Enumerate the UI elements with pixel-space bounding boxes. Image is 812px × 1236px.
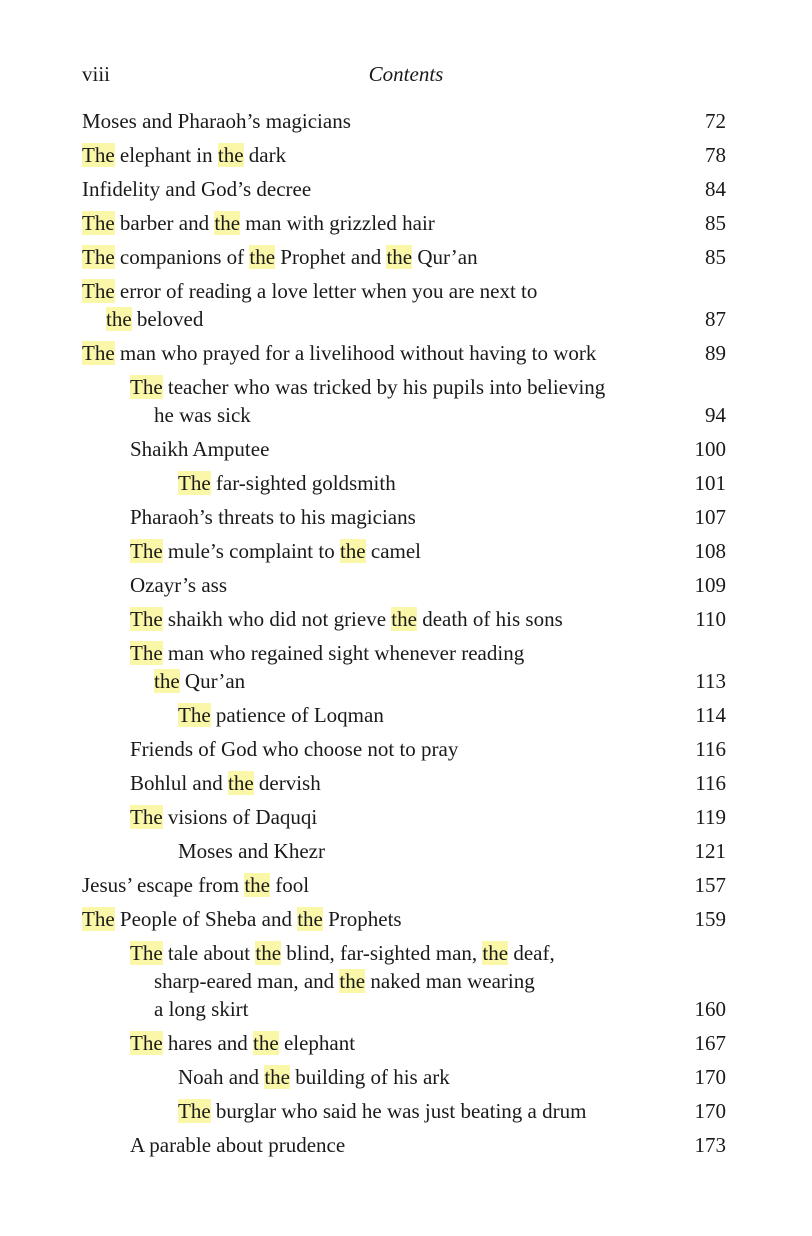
toc-page-number: 173 <box>694 1133 726 1157</box>
toc-entry <box>0 602 812 636</box>
title-text: shaikh who did not grieve <box>162 607 392 631</box>
toc-entry-title <box>178 837 758 865</box>
toc-entry <box>0 500 812 534</box>
toc-entry-line <box>130 373 710 401</box>
highlighted-word: The <box>130 1031 163 1055</box>
toc-entry-title <box>82 871 662 899</box>
toc-entry <box>0 698 812 732</box>
title-text: elephant <box>278 1031 356 1055</box>
toc-entry-continuation-line <box>130 667 710 695</box>
toc-page-number: 85 <box>705 211 726 235</box>
toc-entry <box>0 432 812 466</box>
toc-page-number: 85 <box>705 245 726 269</box>
highlighted-word: the <box>228 771 254 795</box>
toc-entry-line <box>82 209 662 237</box>
title-text: Qur’an <box>412 245 478 269</box>
toc-entry-line <box>130 1131 710 1159</box>
toc-entry-line <box>130 503 710 531</box>
toc-entry-title <box>178 469 758 497</box>
toc-entry-continuation-line <box>82 305 662 333</box>
title-text: A parable about prudence <box>130 1133 346 1157</box>
toc-page-number: 170 <box>694 1065 726 1089</box>
highlighted-word: The <box>82 245 115 269</box>
toc-entry-continuation-line <box>130 967 710 995</box>
toc-entry-title <box>130 503 710 531</box>
highlighted-word: The <box>178 1099 211 1123</box>
title-text: man with grizzled hair <box>240 211 435 235</box>
title-text: Ozayr’s ass <box>130 573 228 597</box>
toc-entry-line <box>82 277 662 305</box>
highlighted-word: The <box>130 641 163 665</box>
toc-page-number: 119 <box>695 805 726 829</box>
title-text: camel <box>365 539 422 563</box>
toc-entry-title <box>82 209 662 237</box>
toc-entry <box>0 534 812 568</box>
title-text: barber and <box>114 211 215 235</box>
title-text: dervish <box>253 771 321 795</box>
highlighted-word: The <box>82 211 115 235</box>
toc-entry <box>0 868 812 902</box>
title-text: man who regained sight whenever reading <box>162 641 525 665</box>
toc-entry <box>0 1060 812 1094</box>
toc-entry-title <box>178 701 758 729</box>
toc-page-number: 101 <box>694 471 726 495</box>
highlighted-word: the <box>106 307 132 331</box>
toc-entry-title <box>130 1029 710 1057</box>
toc-entry <box>0 138 812 172</box>
toc-entry-line <box>130 939 710 967</box>
title-text: error of reading a love letter when you are next to <box>114 279 538 303</box>
toc-entry-title <box>130 373 710 429</box>
highlighted-word: the <box>391 607 417 631</box>
toc-page-number: 87 <box>705 307 726 331</box>
title-text: Bohlul and <box>130 771 228 795</box>
toc-entry-title <box>82 339 662 367</box>
toc-entry <box>0 1026 812 1060</box>
toc-page-number: 107 <box>694 505 726 529</box>
toc-entry-line <box>130 769 710 797</box>
toc-entry-title <box>130 639 710 695</box>
toc-entry <box>0 172 812 206</box>
toc-entry-line <box>82 243 662 271</box>
title-text: Qur’an <box>179 669 246 693</box>
highlighted-word: the <box>255 941 282 965</box>
toc-entry-title <box>130 1131 710 1159</box>
toc-entry-title <box>130 939 710 1023</box>
toc-entry-title <box>178 1097 758 1125</box>
highlighted-word: the <box>253 1031 279 1055</box>
page-folio: viii <box>82 62 111 86</box>
toc-page-number: 100 <box>694 437 726 461</box>
toc-entry-title <box>130 537 710 565</box>
title-text: he was sick <box>154 403 251 427</box>
highlighted-word: The <box>130 941 163 965</box>
toc-page-number: 170 <box>694 1099 726 1123</box>
toc-page-number: 116 <box>695 771 726 795</box>
title-text: fool <box>269 873 310 897</box>
highlighted-word: the <box>339 539 366 563</box>
toc-entry-title <box>82 243 662 271</box>
highlighted-word: the <box>217 143 244 167</box>
toc-page-number: 160 <box>694 997 726 1021</box>
toc-entry <box>0 1128 812 1162</box>
toc-entry <box>0 766 812 800</box>
highlighted-word: The <box>82 279 115 303</box>
highlighted-word: The <box>82 907 115 931</box>
toc-page-number: 114 <box>695 703 726 727</box>
toc-entry-line <box>82 141 662 169</box>
toc-entry-line <box>130 605 710 633</box>
toc-entry-line <box>130 1029 710 1057</box>
highlighted-word: the <box>154 669 180 693</box>
title-text: naked man wearing <box>365 969 535 993</box>
toc-entry-line <box>130 803 710 831</box>
title-text: burglar who said he was just beating a drum <box>210 1099 587 1123</box>
title-text: man who prayed for a livelihood without having to work <box>114 341 597 365</box>
toc-entry <box>0 370 812 432</box>
toc-entry <box>0 834 812 868</box>
title-text: Infidelity and God’s decree <box>82 177 312 201</box>
toc-entry <box>0 636 812 698</box>
toc-entry <box>0 336 812 370</box>
toc-entry-title <box>130 803 710 831</box>
toc-entry-line <box>130 435 710 463</box>
title-text: Friends of God who choose not to pray <box>130 737 459 761</box>
highlighted-word: the <box>297 907 323 931</box>
toc-entry <box>0 466 812 500</box>
highlighted-word: The <box>130 805 163 829</box>
title-text: Prophet and <box>275 245 387 269</box>
toc-page-number: 167 <box>694 1031 726 1055</box>
title-text: beloved <box>131 307 204 331</box>
toc-entry <box>0 206 812 240</box>
title-text: Jesus’ escape from <box>82 873 245 897</box>
title-text: companions of <box>114 245 250 269</box>
highlighted-word: The <box>130 607 163 631</box>
title-text: elephant in <box>114 143 218 167</box>
toc-page-number: 110 <box>695 607 726 631</box>
toc-page-number: 108 <box>694 539 726 563</box>
toc-entry-line <box>82 107 662 135</box>
toc-entry-title <box>130 735 710 763</box>
highlighted-word: the <box>214 211 241 235</box>
toc-entry-line <box>82 905 662 933</box>
toc-entry-line <box>82 175 662 203</box>
toc-entry-title <box>82 175 662 203</box>
title-text: Moses and Khezr <box>178 839 325 863</box>
title-text: building of his ark <box>289 1065 450 1089</box>
highlighted-word: The <box>130 539 163 563</box>
toc-entry <box>0 732 812 766</box>
title-text: teacher who was tricked by his pupils into believing <box>162 375 606 399</box>
title-text: patience of Loqman <box>210 703 384 727</box>
toc-page-number: 84 <box>705 177 726 201</box>
highlighted-word: the <box>339 969 366 993</box>
toc-entry <box>0 800 812 834</box>
title-text: death of his sons <box>416 607 563 631</box>
toc-entry-continuation-line <box>130 401 710 429</box>
toc-entry-line <box>178 1097 758 1125</box>
toc-page-number: 121 <box>694 839 726 863</box>
highlighted-word: the <box>244 873 270 897</box>
toc-entry-continuation-line <box>130 995 710 1023</box>
toc-entry-line <box>130 639 710 667</box>
toc-entry-line <box>178 1063 758 1091</box>
title-text: tale about <box>162 941 256 965</box>
toc-entry-line <box>130 571 710 599</box>
toc-entry-line <box>178 701 758 729</box>
title-text: hares and <box>162 1031 254 1055</box>
toc-entry-title <box>82 905 662 933</box>
toc-entry-title <box>130 769 710 797</box>
toc-entry-title <box>130 435 710 463</box>
toc-page-number: 78 <box>705 143 726 167</box>
toc-page-number: 72 <box>705 109 726 133</box>
highlighted-word: the <box>264 1065 290 1089</box>
toc-entry-line <box>82 339 662 367</box>
toc-page-number: 157 <box>694 873 726 897</box>
highlighted-word: the <box>386 245 413 269</box>
title-text: People of Sheba and <box>114 907 298 931</box>
toc-page-number: 109 <box>694 573 726 597</box>
toc-entry <box>0 240 812 274</box>
title-text: blind, far-sighted man, <box>281 941 483 965</box>
toc-entry-title <box>82 107 662 135</box>
title-text: far-sighted goldsmith <box>210 471 396 495</box>
highlighted-word: the <box>249 245 276 269</box>
toc-entry <box>0 104 812 138</box>
title-text: mule’s complaint to <box>162 539 340 563</box>
toc-page-number: 94 <box>705 403 726 427</box>
table-of-contents <box>0 104 812 1162</box>
toc-entry <box>0 568 812 602</box>
title-text: sharp-eared man, and <box>154 969 340 993</box>
toc-entry <box>0 936 812 1026</box>
title-text: deaf, <box>508 941 555 965</box>
title-text: Pharaoh’s threats to his magicians <box>130 505 416 529</box>
toc-page-number: 89 <box>705 341 726 365</box>
highlighted-word: the <box>482 941 509 965</box>
highlighted-word: The <box>178 471 211 495</box>
toc-entry-title <box>82 141 662 169</box>
highlighted-word: The <box>82 341 115 365</box>
toc-entry-title <box>130 605 710 633</box>
title-text: a long skirt <box>154 997 249 1021</box>
toc-entry-title <box>130 571 710 599</box>
title-text: dark <box>243 143 287 167</box>
highlighted-word: The <box>130 375 163 399</box>
running-head: Contents <box>368 62 444 86</box>
toc-entry-title <box>82 277 662 333</box>
toc-entry-line <box>82 871 662 899</box>
toc-page-number: 159 <box>694 907 726 931</box>
toc-entry-title <box>178 1063 758 1091</box>
toc-entry-line <box>130 537 710 565</box>
toc-entry-line <box>178 469 758 497</box>
title-text: Prophets <box>322 907 402 931</box>
highlighted-word: The <box>82 143 115 167</box>
toc-entry <box>0 274 812 336</box>
title-text: Moses and Pharaoh’s magicians <box>82 109 351 133</box>
title-text: Shaikh Amputee <box>130 437 270 461</box>
title-text: Noah and <box>178 1065 265 1089</box>
toc-entry <box>0 1094 812 1128</box>
title-text: visions of Daquqi <box>162 805 318 829</box>
highlighted-word: The <box>178 703 211 727</box>
toc-entry-line <box>178 837 758 865</box>
toc-page-number: 116 <box>695 737 726 761</box>
toc-entry-line <box>130 735 710 763</box>
toc-entry <box>0 902 812 936</box>
toc-page-number: 113 <box>695 669 726 693</box>
